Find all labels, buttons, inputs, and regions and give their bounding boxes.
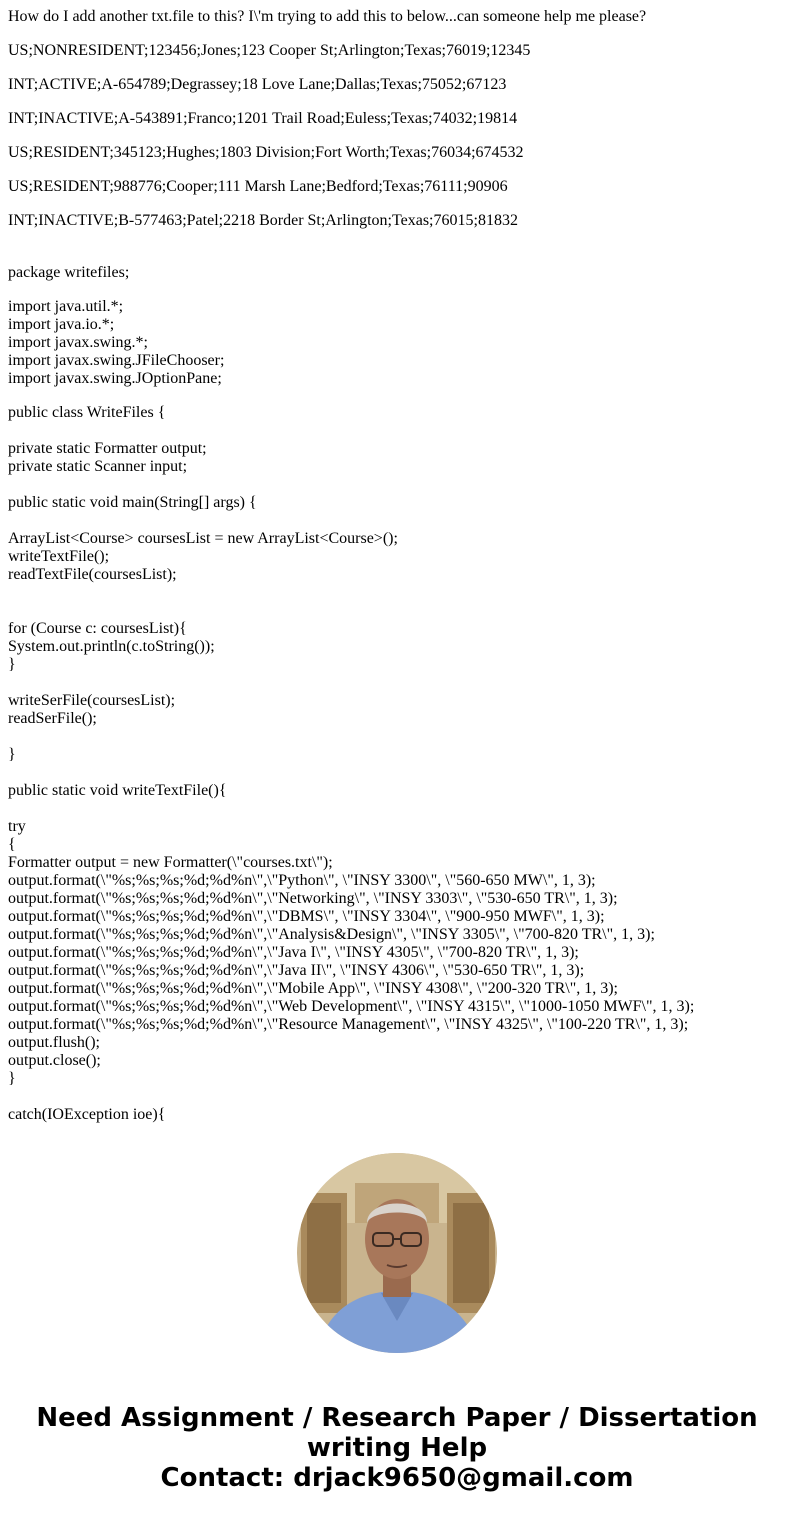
code-line: output.format(\"%s;%s;%s;%d;%d%n\",\"Java I\", \"INSY 4305\", \"700-820 TR\", 1, 3);: [8, 944, 579, 961]
code-line: output.format(\"%s;%s;%s;%d;%d%n\",\"Web Development\", \"INSY 4315\", \"1000-1050 MWF\", 1, 3);: [8, 998, 695, 1015]
code-line: readTextFile(coursesList);: [8, 566, 177, 583]
code-line: output.format(\"%s;%s;%s;%d;%d%n\",\"Python\", \"INSY 3300\", \"560-650 MW\", 1, 3);: [8, 872, 596, 889]
record-line: INT;INACTIVE;B-577463;Patel;2218 Border St;Arlington;Texas;76015;81832: [8, 212, 518, 229]
code-field-line: private static Formatter output;: [8, 440, 207, 457]
code-import-line: import java.util.*;: [8, 298, 124, 315]
code-line: }: [8, 1070, 16, 1087]
record-line: INT;INACTIVE;A-543891;Franco;1201 Trail Road;Euless;Texas;74032;19814: [8, 110, 518, 127]
record-line: US;NONRESIDENT;123456;Jones;123 Cooper St;Arlington;Texas;76019;12345: [8, 42, 531, 59]
code-line: output.format(\"%s;%s;%s;%d;%d%n\",\"Mobile App\", \"INSY 4308\", \"200-320 TR\", 1, 3);: [8, 980, 618, 997]
code-method-declaration: public static void writeTextFile(){: [8, 782, 227, 799]
code-line: readSerFile();: [8, 710, 97, 727]
code-line: for (Course c: coursesList){: [8, 620, 187, 637]
code-line: output.format(\"%s;%s;%s;%d;%d%n\",\"Resource Management\", \"INSY 4325\", \"100-220 TR\", 1, 3);: [8, 1016, 689, 1033]
code-import-line: import javax.swing.*;: [8, 334, 148, 351]
banner-line: writing Help: [306, 1433, 488, 1463]
code-line: output.format(\"%s;%s;%s;%d;%d%n\",\"Networking\", \"INSY 3303\", \"530-650 TR\", 1, 3);: [8, 890, 618, 907]
code-line: output.format(\"%s;%s;%s;%d;%d%n\",\"Java II\", \"INSY 4306\", \"530-650 TR\", 1, 3);: [8, 962, 585, 979]
tutor-photo: [297, 1153, 497, 1353]
code-line: {: [8, 836, 16, 853]
code-line: ArrayList<Course> coursesList = new ArrayList<Course>();: [8, 530, 398, 547]
banner-contact-line: Contact: drjack9650@gmail.com: [160, 1463, 634, 1493]
code-line: writeTextFile();: [8, 548, 110, 565]
code-line: output.close();: [8, 1052, 101, 1069]
record-line: US;RESIDENT;988776;Cooper;111 Marsh Lane;Bedford;Texas;76111;90906: [8, 178, 508, 195]
code-line: }: [8, 656, 16, 673]
tutor-portrait-image: [297, 1153, 497, 1353]
code-line: output.format(\"%s;%s;%s;%d;%d%n\",\"DBMS\", \"INSY 3304\", \"900-950 MWF\", 1, 3);: [8, 908, 605, 925]
record-line: US;RESIDENT;345123;Hughes;1803 Division;Fort Worth;Texas;76034;674532: [8, 144, 524, 161]
code-line: output.flush();: [8, 1034, 100, 1051]
code-line: try: [8, 818, 26, 835]
code-main-declaration: public static void main(String[] args) {: [8, 494, 257, 511]
code-import-line: import java.io.*;: [8, 316, 115, 333]
code-import-line: import javax.swing.JOptionPane;: [8, 370, 222, 387]
banner-line: Need Assignment / Research Paper / Dissertation: [36, 1403, 758, 1433]
contact-banner: [0, 1403, 794, 1493]
code-field-line: private static Scanner input;: [8, 458, 188, 475]
question-text: How do I add another txt.file to this? I\'m trying to add this to below...can someone help me please?: [8, 8, 647, 25]
code-line: System.out.println(c.toString());: [8, 638, 215, 655]
code-package-line: package writefiles;: [8, 264, 130, 281]
record-line: INT;ACTIVE;A-654789;Degrassey;18 Love Lane;Dallas;Texas;75052;67123: [8, 76, 507, 93]
code-import-line: import javax.swing.JFileChooser;: [8, 352, 225, 369]
code-line: writeSerFile(coursesList);: [8, 692, 176, 709]
code-line: Formatter output = new Formatter(\"courses.txt\");: [8, 854, 333, 871]
code-class-declaration: public class WriteFiles {: [8, 404, 166, 421]
code-catch-line: catch(IOException ioe){: [8, 1106, 166, 1123]
code-line: }: [8, 746, 16, 763]
code-line: output.format(\"%s;%s;%s;%d;%d%n\",\"Analysis&Design\", \"INSY 3305\", \"700-820 TR\", 1, 3);: [8, 926, 655, 943]
